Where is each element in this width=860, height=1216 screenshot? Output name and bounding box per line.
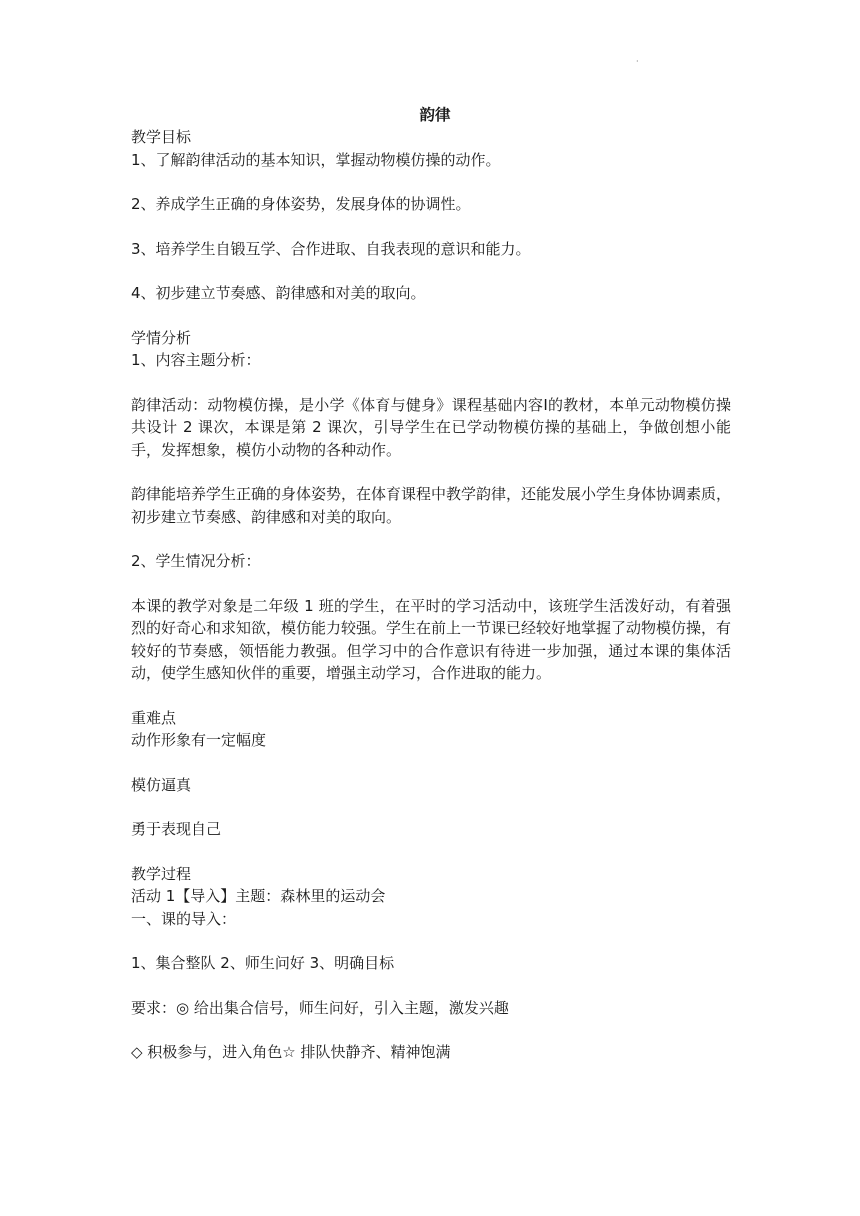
key-point-2: 模仿逼真 (131, 775, 192, 794)
goal-item-3: 3、培养学生自锻互学、合作进取、自我表现的意识和能力。 (131, 239, 531, 258)
goal-item-2: 2、养成学生正确的身体姿势，发展身体的协调性。 (131, 195, 471, 213)
key-points-heading: 重难点 (131, 708, 177, 727)
activity-title: 活动 1【导入】主题：森林里的运动会 (131, 887, 386, 905)
content-analysis-paragraph-1: 韵律活动：动物模仿操，是小学《体育与健身》课程基础内容Ⅰ的教材，本单元动物模仿操共设计 2 课次，本课是第 2 课次，引导学生在已学动物模仿操的基础上，争做创想小能手，发挥想象，模仿小动物的各种动作。 (131, 395, 731, 459)
student-analysis-heading: 2、学生情况分析： (131, 552, 261, 570)
document-title: 韵律 (419, 106, 451, 124)
key-point-1: 动作形象有一定幅度 (131, 731, 267, 749)
analysis-heading: 学情分析 (131, 328, 192, 347)
student-analysis-paragraph: 本课的教学对象是二年级 1 班的学生，在平时的学习活动中，该班学生活泼好动，有着强烈的好奇心和求知欲，模仿能力较强。学生在前上一节课已经较好地掌握了动物模仿操，有较好的节奏感，领悟能力教强。但学习中的合作意识有待进一步加强，通过本课的集体活动，使学生感知伙伴的重要，增强主动学习，合作进取的能力。 (131, 596, 732, 682)
goal-item-1: 1、了解韵律活动的基本知识，掌握动物模仿操的动作。 (131, 150, 501, 169)
header-mark: · (636, 57, 639, 66)
goal-item-4: 4、初步建立节奏感、韵律感和对美的取向。 (131, 284, 426, 302)
process-steps: 1、集合整队 2、师生问好 3、明确目标 (131, 954, 395, 972)
process-requirement: 要求：◎ 给出集合信号，师生问好，引入主题，激发兴趣 (131, 998, 509, 1017)
document-body (131, 104, 731, 1064)
content-analysis-paragraph-2: 韵律能培养学生正确的身体姿势，在体育课程中教学韵律，还能发展小学生身体协调素质，初步建立节奏感、韵律感和对美的取向。 (131, 485, 732, 526)
key-point-3: 勇于表现自己 (131, 820, 222, 838)
process-requirement-2: ◇ 积极参与，进入角色☆ 排队快静齐、精神饱满 (131, 1043, 451, 1061)
process-heading: 教学过程 (131, 864, 192, 883)
section-title: 一、课的导入： (131, 909, 237, 928)
goals-heading: 教学目标 (131, 128, 192, 146)
content-analysis-heading: 1、内容主题分析： (131, 351, 261, 369)
